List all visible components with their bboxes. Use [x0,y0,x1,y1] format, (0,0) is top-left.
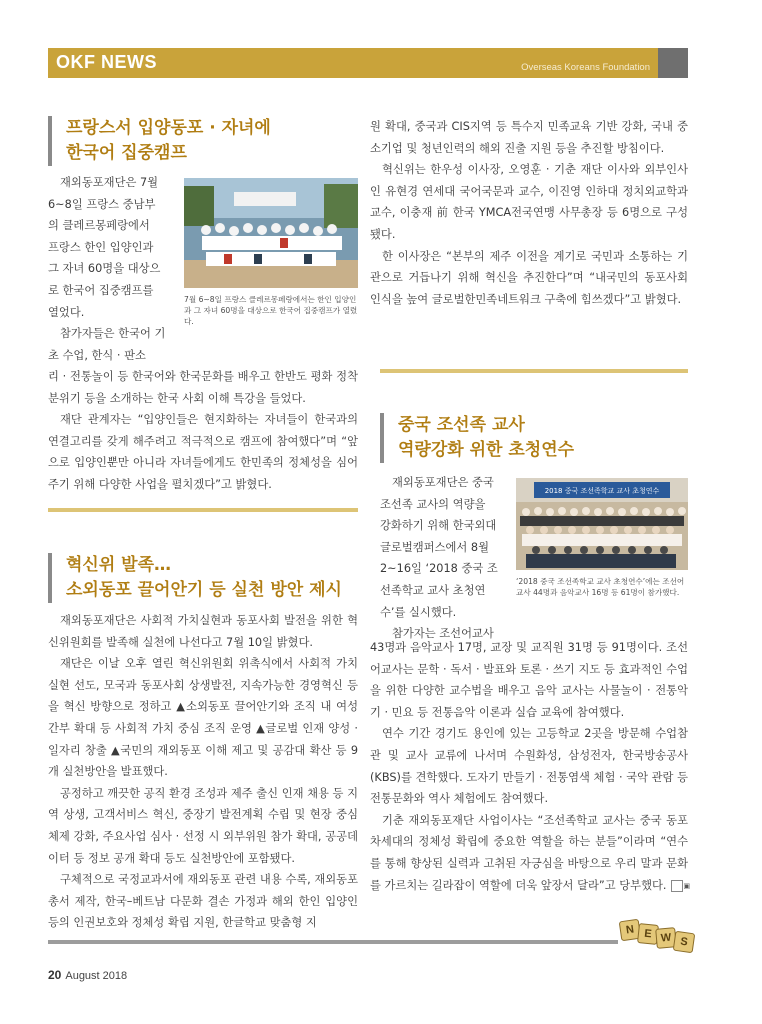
article3-photo [516,478,688,570]
news-letter-n: N [619,919,642,942]
article3-float-text: 재외동포재단은 중국 조선족 교사의 역량을 강화하기 위해 한국외대 글로벌캠퍼스에서 8월 2~16일 ‘2018 중국 조 선족학교 교사 초청연 수’를 실시했다. 참가자는 조선어교사 [380,476,498,641]
article1-caption: 7월 6~8일 프랑스 클레르몽페랑에서는 한인 입양인과 그 자녀 60명을 대상으로 한국어 집중캠프가 열렸다. [184,295,358,326]
header-bar [48,48,688,78]
news-letter-e: E [637,923,659,945]
page-number: 20 [48,968,62,982]
article1-float-text: 재외동포재단은 7월 6~8일 프랑스 중남부 의 클레르몽페랑에서 프랑스 한인 입양인과 그 자녀 60명을 대상으 로 한국어 집중캠프를 열었다. 참가자들은 한국어 기 초 수업, 한식 · 판소 [48,176,166,362]
article2-divider [380,369,688,373]
article3-banner-text: 2018 중국 조선족학교 교사 초청연수 [544,487,660,495]
article1-headline: 프랑스서 입양동포 · 자녀에 한국어 집중캠프 [48,116,271,166]
article1-photo [184,178,358,288]
header-subtitle: Overseas Koreans Foundation [521,62,650,73]
issue-date: August 2018 [65,970,128,982]
footer [48,968,127,982]
end-mark-icon: ▣ [671,880,683,892]
article2-body: 재외동포재단은 사회적 가치실현과 동포사회 발전을 위한 혁신위원회를 발족해 실천에 나선다고 7월 10일 밝혔다. 재단은 이날 오후 열린 혁신위원회 위촉식에서 사회적 가치 실현 선도, 모국과 동포사회 상생발전, 지속가능한 경영혁신 등을 혁신 방향으로 정하고 ▲소외동포 끌어안기와 조직 내 여성간부 확대 등 사회적 가치 중심 조직 운영 ▲글로벌 인재 양성 · 일자리 창출 ▲국민의 재외동포 이해 제고 및 공감대 확산 등 9개 실천방안을 발표했다. 공정하고 깨끗한 공직 환경 조성과 제주 출신 인재 채용 등 지역 상생, 고객서비스 혁신, 중장기 발전계획 수립 및 현장 중심 체제 강화, 주요사업 심사 · 선정 시 외부위원 참가 확대, 공공데이터 등 정보 공개 확대 등도 실천방안에 포함됐다. 구체적으로 국정교과서에 재외동포 관련 내용 수록, 재외동포 총서 제작, 한국–베트남 다문화 결손 가정과 해외 한인 입양인 등의 인권보호와 정체성 확립 지원, 한글학교 맞춤형 지 [48,614,358,930]
article2-headline: 혁신위 발족… 소외동포 끌어안기 등 실천 방안 제시 [48,553,342,603]
news-letter-w: W [655,927,677,949]
article3-body: 43명과 음악교사 17명, 교장 및 교직원 31명 등 91명이다. 조선어교사는 문학 · 독서 · 발표와 토론 · 쓰기 지도 등 효과적인 수업을 위한 다양한 교수법을 배우고 음악 교사는 사물놀이 · 전통악기 · 민요 등 전통음악 이론과 실습 교육에 참여했다. 연수 기간 경기도 용인에 있는 고등학교 2곳을 방문해 수업참관 및 교사 교류에 나서며 수원화성, 삼성전자, 한국방송공사(KBS)를 견학했다. 도자기 만들기 · 전통염색 체험 · 국악 관람 등 전통문화와 역사 체험에도 참여했다. 기춘 재외동포재단 사업이사는 “조선족학교 교사는 중국 동포 차세대의 정체성 확립에 중요한 역할을 하는 분들”이라며 “연수를 통해 향상된 실력과 고취된 자긍심을 바탕으로 우리 말과 문화를 가르치는 길라잡이 역할에 더욱 앞장서 달라”고 당부했다. ▣ [370,641,691,892]
article1-body: 리 · 전통놀이 등 한국어와 한국문화를 배우고 한반도 평화 정착 분위기 등을 소개하는 한국 사회 이해 특강을 들었다. 재단 관계자는 “입양인들은 현지화하는 자녀들이 한국과의 연결고리를 갖게 해주려고 적극적으로 캠프에 참여했다”며 “앞으로 입양인뿐만 아니라 자녀들에게도 한민족의 정체성을 심어주기 위해 다양한 사업을 펼치겠다”고 밝혔다. [48,370,358,491]
header-corner-block [658,48,688,78]
news-letter-s: S [673,931,696,954]
article3-headline: 중국 조선족 교사 역량강화 위한 초청연수 [380,413,574,463]
header-title: OKF NEWS [56,52,157,72]
article1-divider [48,508,358,512]
article2-continued: 원 확대, 중국과 CIS지역 등 특수지 민족교육 기반 강화, 국내 중소기업 및 청년인력의 해외 진출 지원 등을 추진할 방침이다. 혁신위는 한우성 이사장, 오영훈 · 기춘 재단 이사와 외부인사인 유현경 연세대 국어국문과 교수, 이진영 인하대 정치외교학과 교수, 이충재 前 한국 YMCA전국연맹 사무총장 등 6명으로 구성됐다. 한 이사장은 “본부의 제주 이전을 계기로 국민과 소통하는 기관으로 거듭나기 위해 혁신을 추진한다”며 “내국민의 동포사회 인식을 높여 글로벌한민족네트워크 구축에 힘쓰겠다”고 밝혔다. [370,120,688,306]
article3-caption: ‘2018 중국 조선족학교 교사 초청연수’에는 조선어교사 44명과 음악교사 16명 등 61명이 참가했다. [516,577,685,597]
bottom-rule [48,940,618,944]
